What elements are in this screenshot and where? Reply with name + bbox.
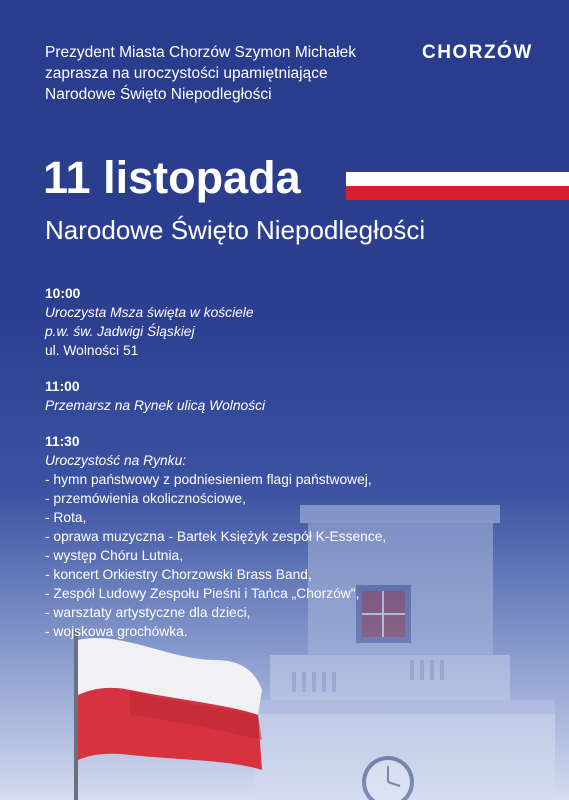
schedule-address: ul. Wolności 51 <box>45 343 139 358</box>
flag-stripes <box>346 172 569 200</box>
schedule-time: 11:30 <box>45 434 80 449</box>
program-item: - występ Chóru Lutnia, <box>45 548 184 563</box>
header-line: zaprasza na uroczystości upamiętniające <box>45 65 328 82</box>
invitation-header <box>45 42 415 105</box>
event-subtitle: Narodowe Święto Niepodległości <box>45 215 426 245</box>
schedule-item <box>45 432 525 641</box>
schedule-description: Przemarsz na Rynek ulicą Wolności <box>45 398 266 413</box>
schedule-time: 10:00 <box>45 286 81 301</box>
program-item: - wojskowa grochówka. <box>45 624 188 639</box>
schedule-description: Uroczysta Msza święta w kościele <box>45 305 254 320</box>
program-item: - warsztaty artystyczne dla dzieci, <box>45 605 251 620</box>
event-schedule <box>45 284 525 658</box>
program-item: - Rota, <box>45 510 87 525</box>
flag-white-stripe <box>346 172 569 186</box>
header-line: Prezydent Miasta Chorzów Szymon Michałek <box>45 44 356 61</box>
schedule-item <box>45 377 525 415</box>
header-line: Narodowe Święto Niepodległości <box>45 86 272 103</box>
program-item: - Zespół Ludowy Zespołu Pieśni i Tańca „Chorzów", <box>45 586 360 601</box>
chorzow-logo: CHORZÓW <box>422 42 533 63</box>
schedule-description: p.w. św. Jadwigi Śląskiej <box>45 324 195 339</box>
flag-red-stripe <box>346 186 569 200</box>
schedule-time: 11:00 <box>45 379 80 394</box>
schedule-description: Uroczystość na Rynku: <box>45 453 187 468</box>
program-item: - koncert Orkiestry Chorzowski Brass Band, <box>45 567 312 582</box>
program-item: - oprawa muzyczna - Bartek Księżyk zespół K-Essence, <box>45 529 387 544</box>
event-date: 11 listopada <box>43 152 301 203</box>
schedule-item <box>45 284 525 360</box>
program-item: - hymn państwowy z podniesieniem flagi państwowej, <box>45 472 372 487</box>
program-item: - przemówienia okolicznościowe, <box>45 491 246 506</box>
